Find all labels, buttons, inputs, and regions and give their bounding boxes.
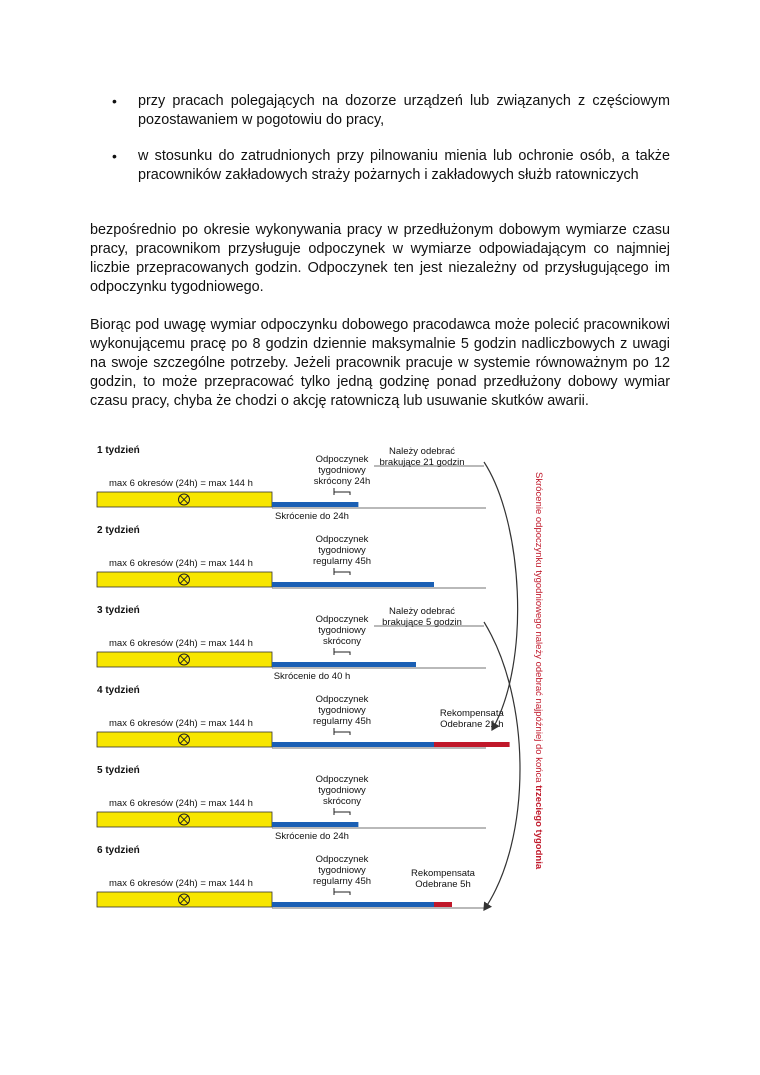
rest-period-icon <box>334 728 350 735</box>
rest-label: tygodniowy <box>318 625 366 636</box>
work-label: max 6 okresów (24h) = max 144 h <box>109 878 253 889</box>
bullet-text: w stosunku do zatrudnionych przy pilnowaniu mienia lub ochronie osób, a także pracowników zakładowych straży pożarnych i zakładowych służb ratowniczych <box>138 148 670 183</box>
note-label: brakujące 21 godzin <box>379 457 465 468</box>
week-title: 1 tydzień <box>97 445 140 456</box>
rest-label: Odpoczynek <box>315 854 369 865</box>
arrow-week3-to-week6 <box>484 622 520 910</box>
week-title: 2 tydzień <box>97 525 140 536</box>
shortening-label: Skrócenie do 24h <box>275 831 349 842</box>
shortening-label: Skrócenie do 40 h <box>273 671 351 682</box>
compensation-label: Rekompensata <box>439 708 504 719</box>
bullet-text: przy pracach polegających na dozorze urządzeń lub związanych z częściowym pozostawaniem w pogotowiu do pracy, <box>138 93 670 128</box>
compensation-bar <box>434 902 452 907</box>
paragraph-rest-after-work: bezpośrednio po okresie wykonywania pracy w przedłużonym dobowym wymiarze czasu pracy, pracownikom przysługuje odpoczynek w wymiarze odpowiadającym co najmniej liczbie przepracowanych godzin. Odpoczynek ten jest niezależny od przysługującego im odpoczynku tygodniowego. <box>90 222 670 295</box>
week-title: 6 tydzień <box>97 845 140 856</box>
bullet-item <box>108 147 670 185</box>
rest-label: Odpoczynek <box>315 774 369 785</box>
work-label: max 6 okresów (24h) = max 144 h <box>109 478 253 489</box>
paragraph-overtime: Biorąc pod uwagę wymiar odpoczynku dobowego pracodawca może polecić pracownikowi wykonującemu pracę po 8 godzin dziennie maksymalnie 5 godzin nadliczbowych z uwagi na swoje szczególne potrzeby. Jeżeli pracownik pracuje w systemie równoważnym po 12 godzin, to może przepracować tylko jedną godzinę ponad przedłużony dobowy wymiar czasu pracy, chyba że chodzi o akcję ratowniczą lub usuwanie skutków awarii. <box>90 317 670 409</box>
rest-label: Odpoczynek <box>315 614 369 625</box>
side-label-emphasis: trzeciego tygodnia <box>533 785 544 870</box>
side-label <box>533 472 544 870</box>
work-label: max 6 okresów (24h) = max 144 h <box>109 718 253 729</box>
rest-period-icon <box>334 808 350 815</box>
bullet-list <box>108 92 670 202</box>
weekly-rest-diagram-svg <box>92 440 552 918</box>
rest-label: tygodniowy <box>318 705 366 716</box>
rest-bar <box>272 582 434 587</box>
rest-label: Odpoczynek <box>315 694 369 705</box>
rest-label: regularny 45h <box>312 876 372 887</box>
side-label-normal: Skrócenie odpoczynku tygodniowego należy odebrać najpóźniej do końca <box>533 472 544 786</box>
rest-bar <box>272 502 358 507</box>
rest-bar <box>272 742 434 747</box>
shortening-label: Skrócenie do 24h <box>275 511 349 522</box>
rest-label: tygodniowy <box>318 785 366 796</box>
rest-label: Odpoczynek <box>315 454 369 465</box>
week-title: 3 tydzień <box>97 605 140 616</box>
rest-label: Odpoczynek <box>315 534 369 545</box>
compensation-bar <box>434 742 510 747</box>
rest-period-icon <box>334 488 350 495</box>
rest-bar <box>272 662 416 667</box>
weekly-rest-diagram <box>92 440 552 918</box>
bullet-item <box>108 92 670 130</box>
note-label: Należy odebrać <box>388 446 456 457</box>
week-title: 5 tydzień <box>97 765 140 776</box>
rest-label: regularny 45h <box>312 556 372 567</box>
work-label: max 6 okresów (24h) = max 144 h <box>109 638 253 649</box>
week-title: 4 tydzień <box>97 685 140 696</box>
rest-period-icon <box>334 568 350 575</box>
note-label: Należy odebrać <box>388 606 456 617</box>
rest-label: regularny 45h <box>312 716 372 727</box>
work-label: max 6 okresów (24h) = max 144 h <box>109 798 253 809</box>
rest-period-icon <box>334 888 350 895</box>
rest-bar <box>272 902 434 907</box>
rest-label: skrócony <box>322 636 362 647</box>
work-label: max 6 okresów (24h) = max 144 h <box>109 558 253 569</box>
rest-label: skrócony <box>322 796 362 807</box>
rest-label: tygodniowy <box>318 465 366 476</box>
rest-bar <box>272 822 358 827</box>
compensation-label: Odebrane 5h <box>415 879 471 890</box>
rest-label: tygodniowy <box>318 865 366 876</box>
rest-label: skrócony 24h <box>313 476 371 487</box>
compensation-label: Odebrane 21 h <box>440 719 504 730</box>
bullet-dot-icon: • <box>112 148 117 164</box>
rest-label: tygodniowy <box>318 545 366 556</box>
arrow-week1-to-week4 <box>484 462 518 730</box>
rest-period-icon <box>334 648 350 655</box>
note-label: brakujące 5 godzin <box>382 617 462 628</box>
bullet-dot-icon: • <box>112 93 117 109</box>
compensation-label: Rekompensata <box>411 868 475 879</box>
